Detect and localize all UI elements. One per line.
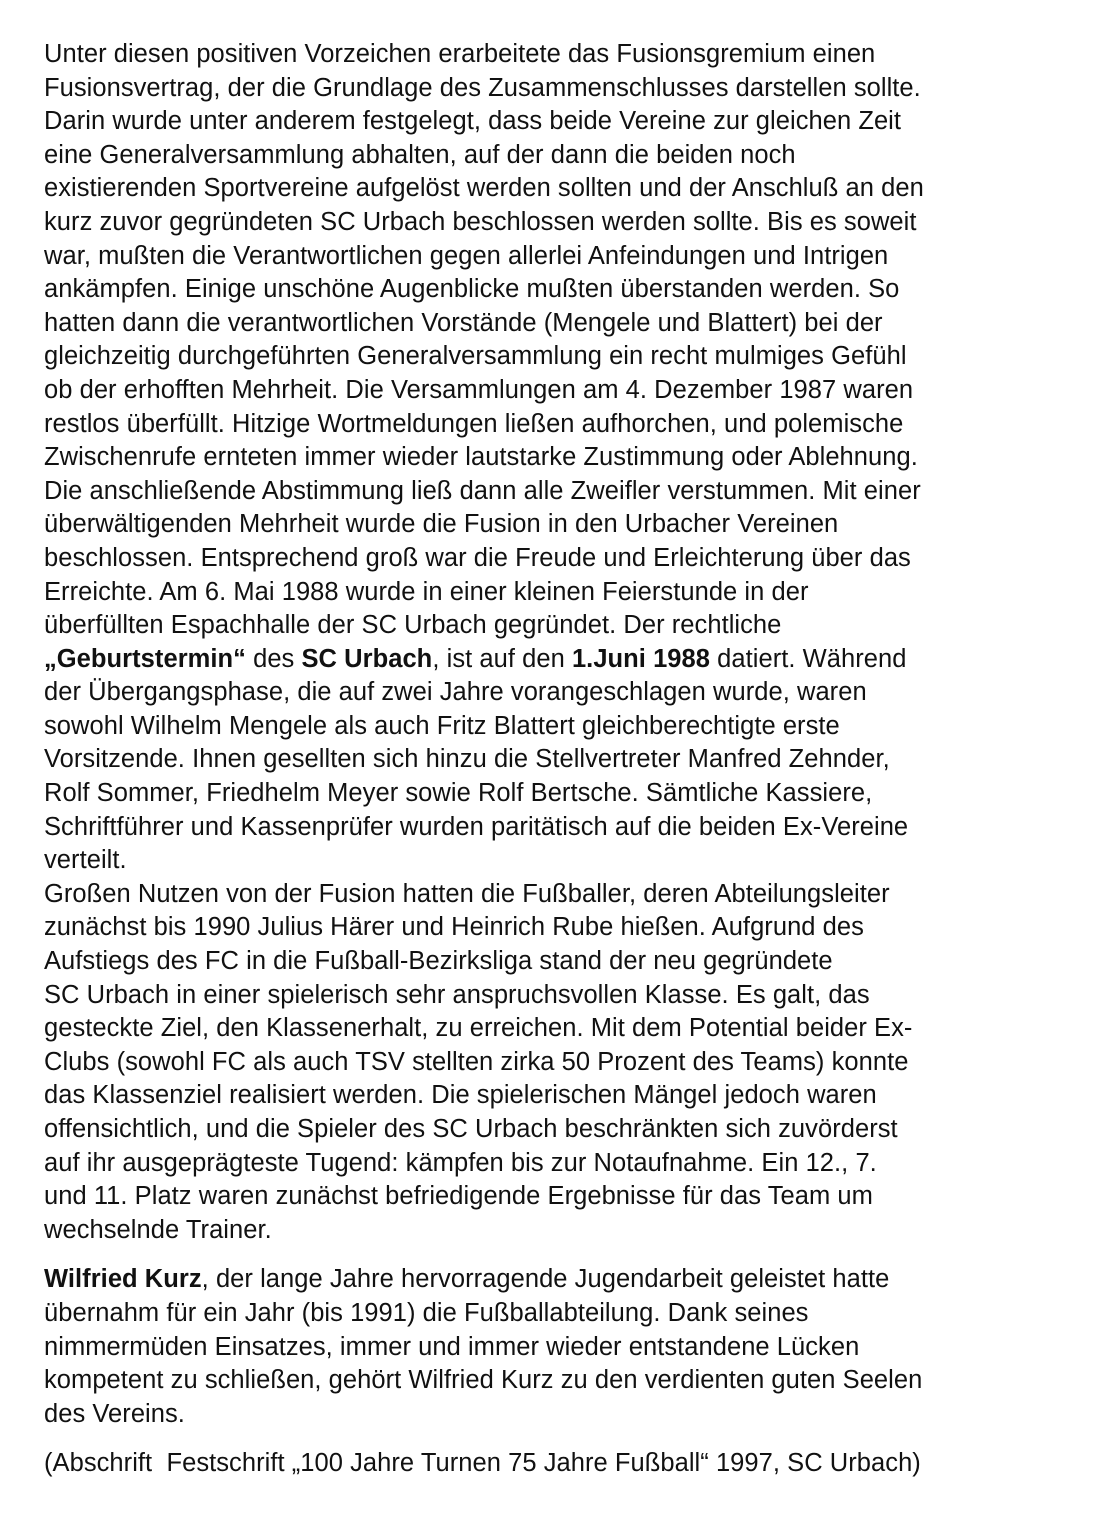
text-line: sowohl Wilhelm Mengele als auch Fritz Blattert gleichberechtigte erste [44, 711, 840, 740]
text-line: des Vereins. [44, 1399, 185, 1428]
text-line: war, mußten die Verantwortlichen gegen allerlei Anfeindungen und Intrigen [44, 241, 889, 270]
text-line: nimmermüden Einsatzes, immer und immer wieder entstandene Lücken [44, 1332, 860, 1361]
text-line: und 11. Platz waren zunächst befriedigende Ergebnisse für das Team um [44, 1182, 873, 1211]
text-line: beschlossen. Entsprechend groß war die Freude und Erleichterung über das [44, 543, 911, 572]
text-fragment: , ist auf den [432, 644, 572, 673]
text-fragment: des [245, 644, 302, 673]
paragraph-fusion [44, 38, 1054, 878]
text-line: Schriftführer und Kassenprüfer wurden paritätisch auf die beiden Ex-Vereine [44, 812, 909, 841]
text-line: ankämpfen. Einige unschöne Augenblicke mußten überstanden werden. So [44, 275, 900, 304]
text-line [44, 1263, 1054, 1297]
text-line: Unter diesen positiven Vorzeichen erarbeitete das Fusionsgremium einen [44, 40, 876, 68]
bold-club-name: SC Urbach [301, 644, 433, 673]
citation-text: (Abschrift Festschrift „100 Jahre Turnen 75 Jahre Fußball“ 1997, SC Urbach) [44, 1449, 921, 1478]
bold-founding-date: 1.Juni 1988 [571, 644, 711, 673]
text-line: verteilt. [44, 846, 127, 875]
text-line: ob der erhofften Mehrheit. Die Versammlungen am 4. Dezember 1987 waren [44, 375, 914, 404]
text-line: gesteckte Ziel, den Klassenerhalt, zu erreichen. Mit dem Potential beider Ex- [44, 1014, 913, 1043]
bold-person-name: Wilfried Kurz [44, 1265, 202, 1294]
text-line-founding-date [44, 643, 1054, 677]
text-line: offensichtlich, und die Spieler des SC Urbach beschränkten sich zuvörderst [44, 1115, 898, 1143]
text-line: SC Urbach in einer spielerisch sehr anspruchsvollen Klasse. Es galt, das [44, 980, 870, 1009]
text-line: Zwischenrufe ernteten immer wieder lautstarke Zustimmung oder Ablehnung. [44, 443, 918, 472]
paragraph-football [44, 878, 1054, 1248]
text-line: eine Generalversammlung abhalten, auf der dann die beiden noch [44, 140, 796, 169]
text-line: wechselnde Trainer. [44, 1215, 272, 1244]
text-line: existierenden Sportvereine aufgelöst werden sollten und der Anschluß an den [44, 174, 924, 203]
text-line: Fusionsvertrag, der die Grundlage des Zusammenschlusses darstellen sollte. [44, 73, 921, 102]
text-line: der Übergangsphase, die auf zwei Jahre vorangeschlagen wurde, waren [44, 678, 867, 707]
text-line: zunächst bis 1990 Julius Härer und Heinrich Rube hießen. Aufgrund des [44, 913, 864, 942]
text-line: hatten dann die verantwortlichen Vorstände (Mengele und Blattert) bei der [44, 308, 883, 337]
text-line: auf ihr ausgeprägteste Tugend: kämpfen bis zur Notaufnahme. Ein 12., 7. [44, 1148, 877, 1177]
text-line: überwältigenden Mehrheit wurde die Fusion in den Urbacher Vereinen [44, 510, 839, 539]
text-line: Vorsitzende. Ihnen gesellten sich hinzu die Stellvertreter Manfred Zehnder, [44, 745, 890, 774]
text-line: übernahm für ein Jahr (bis 1991) die Fußballabteilung. Dank seines [44, 1298, 809, 1327]
text-line: Darin wurde unter anderem festgelegt, dass beide Vereine zur gleichen Zeit [44, 107, 902, 136]
source-citation [44, 1447, 1054, 1481]
text-line: Großen Nutzen von der Fusion hatten die Fußballer, deren Abteilungsleiter [44, 879, 890, 908]
text-line: gleichzeitig durchgeführten Generalversammlung ein recht mulmiges Gefühl [44, 342, 907, 371]
bold-geburtstermin: „Geburtstermin“ [44, 644, 246, 673]
text-fragment: datiert. Während [710, 644, 907, 673]
paragraph-wilfried-kurz [44, 1263, 1054, 1431]
text-line: überfüllten Espachhalle der SC Urbach gegründet. Der rechtliche [44, 611, 782, 640]
text-line: restlos überfüllt. Hitzige Wortmeldungen ließen aufhorchen, und polemische [44, 409, 904, 438]
text-line: Rolf Sommer, Friedhelm Meyer sowie Rolf Bertsche. Sämtliche Kassiere, [44, 779, 873, 808]
text-line: Clubs (sowohl FC als auch TSV stellten zirka 50 Prozent des Teams) konnte [44, 1047, 909, 1076]
text-line: Die anschließende Abstimmung ließ dann alle Zweifler verstummen. Mit einer [44, 476, 921, 505]
text-line: kurz zuvor gegründeten SC Urbach beschlossen werden sollte. Bis es soweit [44, 207, 917, 236]
text-line: das Klassenziel realisiert werden. Die spielerischen Mängel jedoch waren [44, 1081, 877, 1110]
document-page [44, 38, 1054, 1481]
text-line: Aufstiegs des FC in die Fußball-Bezirksliga stand der neu gegründete [44, 947, 833, 976]
text-line: Erreichte. Am 6. Mai 1988 wurde in einer kleinen Feierstunde in der [44, 577, 809, 606]
text-line: kompetent zu schließen, gehört Wilfried Kurz zu den verdienten guten Seelen [44, 1366, 923, 1395]
text-fragment: , der lange Jahre hervorragende Jugendarbeit geleistet hatte [201, 1265, 890, 1294]
